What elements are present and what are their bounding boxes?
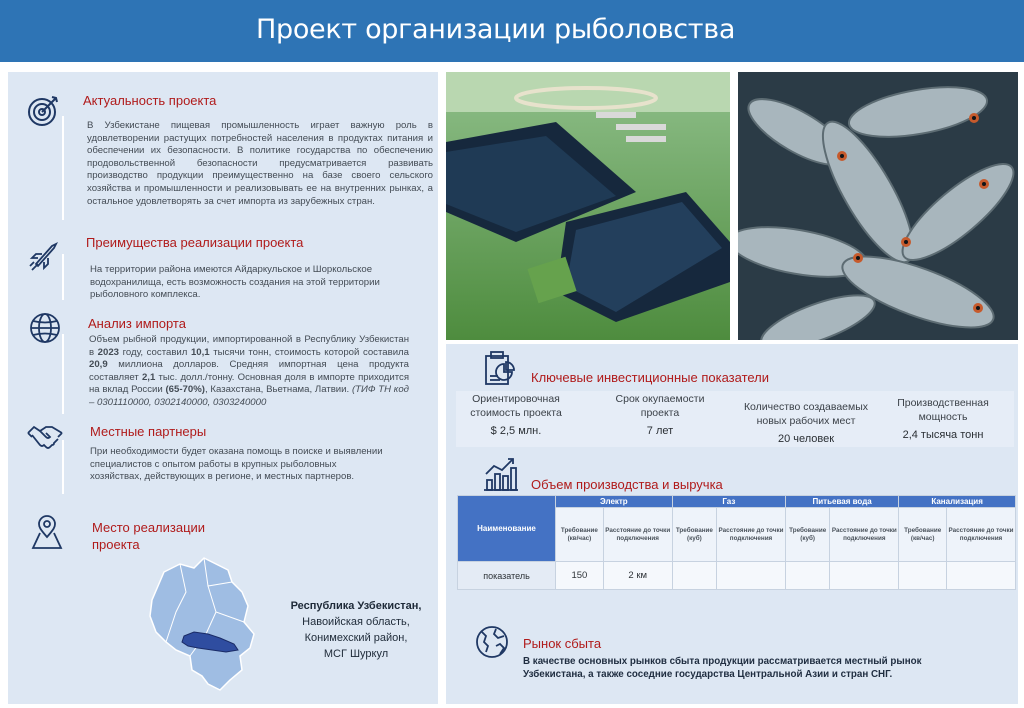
divider	[62, 116, 64, 220]
relevance-text: В Узбекистане пищевая промышленность играет важную роль в удовлетворении растущих потребностей населения в продуктах питания и обеспечении их безопасности. В политике государства по обеспечению продовольственной безопасности предусматривается развивать производство продукции преимущественно на базе своего сельского хозяйства и промышленности и реализовывать ее на внутренних рынках, а остальное удовлетворять за счет импорта из зарубежных стран.	[87, 120, 433, 207]
section-title-location: Место реализации проекта	[92, 520, 206, 552]
kpi-item	[448, 392, 584, 437]
kpi-value: 2,4 тысяча тонн	[902, 429, 984, 441]
import-text-part: тысячи тонн, стоимость которой составила	[209, 346, 409, 358]
report-chart-icon	[482, 350, 518, 386]
import-volume: 10,1	[190, 346, 210, 358]
column-group-header: Канализация	[899, 496, 1016, 508]
table-cell	[785, 562, 829, 590]
column-group-header: Питьевая вода	[785, 496, 898, 508]
table-cell	[717, 562, 786, 590]
table-cell	[830, 562, 899, 590]
import-text-part: миллиона долларов. Средняя импортная цена продукта составляет	[89, 359, 409, 383]
table-cell	[947, 562, 1016, 590]
page-title: Проект организации рыболовства	[256, 14, 736, 45]
import-text	[89, 334, 409, 410]
import-year: 2023	[97, 346, 120, 358]
import-text-part: , Казахстана, Вьетнама, Латвии.	[204, 384, 352, 396]
aerial-fish-farm-photo	[446, 72, 730, 340]
kpi-item	[596, 392, 724, 437]
section-title-relevance: Актуальность проекта	[83, 93, 217, 108]
region-address	[276, 598, 436, 662]
region-line: Навоийская область,	[302, 616, 410, 628]
table-row	[458, 562, 1016, 590]
market-text: В качестве основных рынков сбыта продукции рассматривается местный рынок Узбекистана, а также соседние государства Центральной Азии и стран СНГ.	[523, 656, 922, 680]
column-subheader: Расстояние до точки подключения	[830, 508, 899, 562]
kpi-label: Ориентировочная стоимость проекта	[470, 393, 562, 419]
table-cell	[899, 562, 947, 590]
divider	[62, 440, 64, 494]
row-label: показатель	[458, 562, 556, 590]
column-subheader: Требование (кв/час)	[899, 508, 947, 562]
column-header-name: Наименование	[458, 496, 556, 562]
import-price: 2,1	[141, 371, 156, 383]
handshake-icon	[26, 419, 64, 453]
import-tariff-codes: (ТИФ ТН код – 0301110000, 0302140000, 0303240000	[89, 384, 409, 408]
partners-text: При необходимости будет оказана помощь в поиске и выявлении специалистов с опытом работы в крупных рыболовных хозяйствах, действующих в регионе, и местных партнеров.	[90, 446, 383, 483]
section-title-production: Объем производства и выручка	[531, 477, 723, 492]
map-pin-icon	[30, 515, 64, 551]
section-title-kpis: Ключевые инвестиционные показатели	[531, 370, 770, 385]
column-subheader: Расстояние до точки подключения	[717, 508, 786, 562]
column-group-header: Электр	[556, 496, 673, 508]
region-line: Конимехский район,	[304, 632, 408, 644]
kpi-label: Количество создаваемых новых рабочих мест	[743, 401, 869, 427]
region-map	[146, 552, 266, 692]
rocket-icon	[26, 238, 62, 274]
kpi-value: $ 2,5 млн.	[490, 425, 542, 437]
earth-icon	[474, 624, 510, 660]
import-text-part: тыс. долл./тонну. Основная доля в импорте приходится на вклад России	[89, 371, 410, 396]
fish-pile-photo	[738, 72, 1018, 340]
production-table	[457, 495, 1016, 590]
divider	[62, 254, 64, 300]
section-title-advantages: Преимущества реализации проекта	[86, 235, 304, 250]
column-subheader: Требование (куб)	[785, 508, 829, 562]
section-title-import: Анализ импорта	[88, 316, 186, 331]
import-russia-share: (65-70%)	[165, 384, 205, 396]
target-icon	[26, 93, 62, 129]
column-subheader: Расстояние до точки подключения	[603, 508, 672, 562]
kpi-value: 20 человек	[777, 433, 835, 445]
section-title-partners: Местные партнеры	[90, 424, 207, 439]
kpi-label: Срок окупаемости проекта	[615, 393, 705, 419]
kpi-item	[736, 400, 876, 445]
column-group-header: Газ	[672, 496, 785, 508]
column-subheader: Требование (куб)	[672, 508, 716, 562]
bar-chart-icon	[482, 456, 520, 492]
advantages-text: На территории района имеются Айдаркульское и Шоркольское водохранилища, есть возможность создания на этой территории рыболовного комплекса.	[90, 264, 380, 301]
column-subheader: Требование (кв/час)	[556, 508, 604, 562]
page-header	[0, 0, 1024, 62]
kpi-item	[876, 396, 1010, 441]
table-cell: 150	[556, 562, 604, 590]
table-cell	[672, 562, 716, 590]
column-subheader: Расстояние до точки подключения	[947, 508, 1016, 562]
import-value: 20,9	[89, 359, 108, 371]
section-title-market: Рынок сбыта	[523, 636, 602, 651]
globe-icon	[28, 311, 62, 345]
region-line: МСГ Шуркул	[323, 648, 389, 660]
kpi-value: 7 лет	[646, 425, 674, 437]
region-line: Республика Узбекистан,	[290, 600, 422, 612]
import-text-part: году, составил	[119, 346, 191, 358]
divider	[62, 334, 64, 414]
table-cell: 2 км	[603, 562, 672, 590]
import-text-part: Объем рыбной продукции, импортированной в Республику Узбекистан в	[89, 334, 409, 358]
kpi-label: Производственная мощность	[897, 397, 989, 423]
